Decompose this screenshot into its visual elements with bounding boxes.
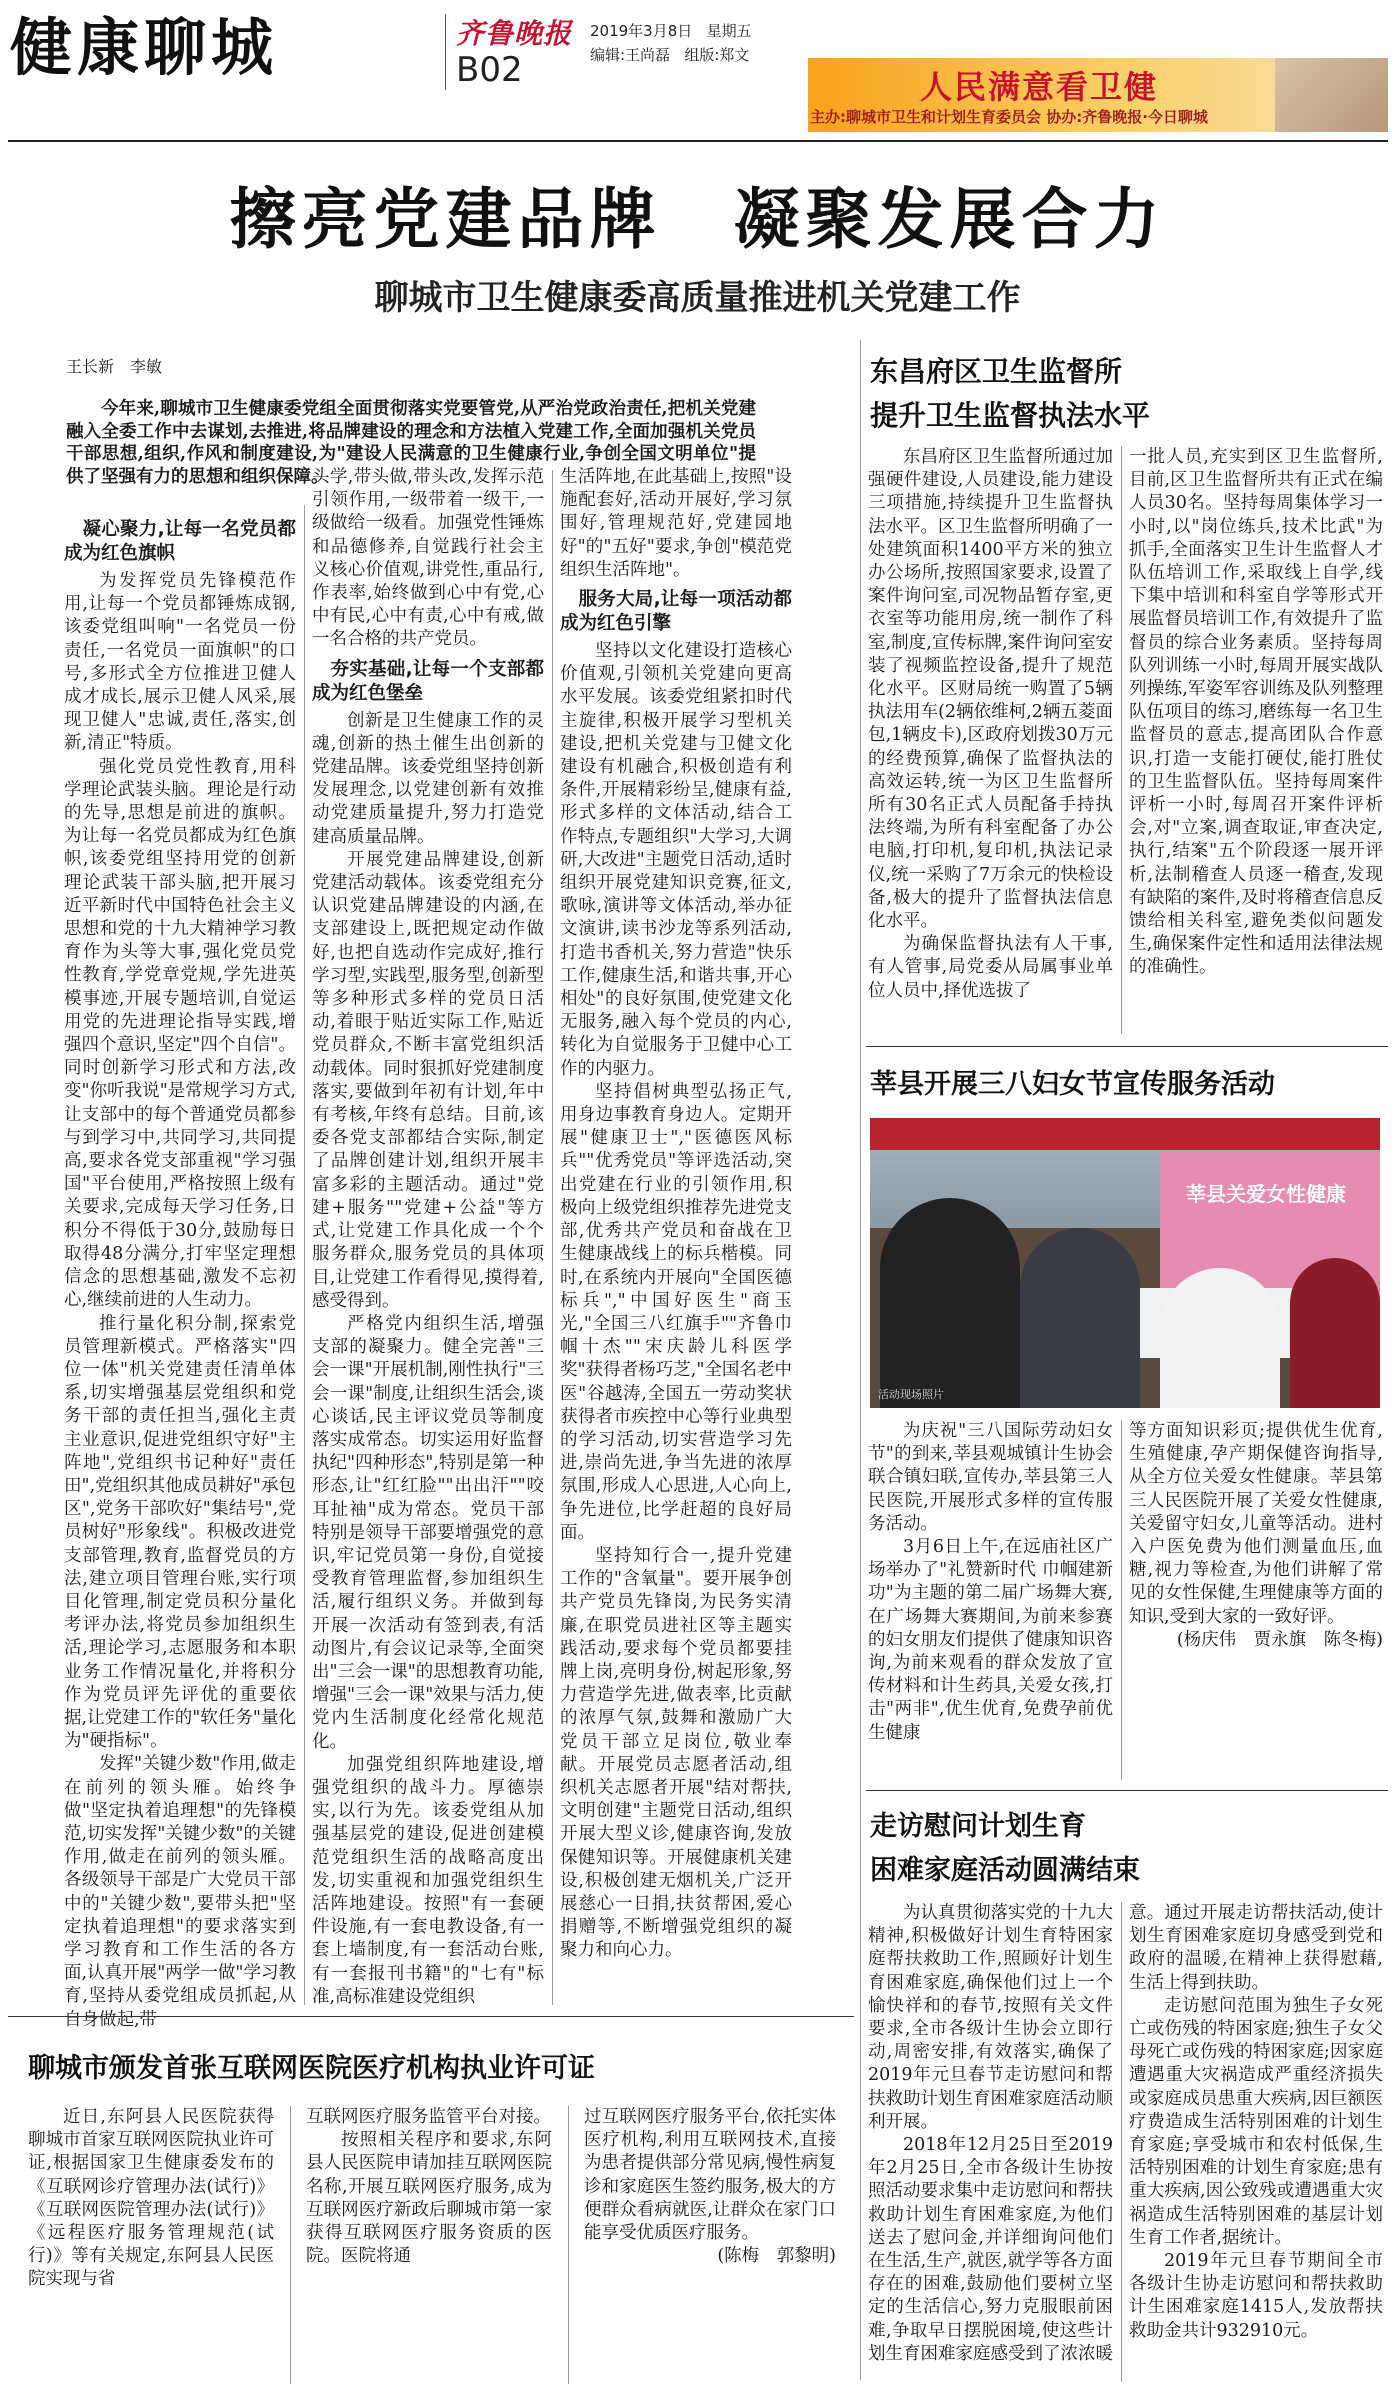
article3-paragraph: 为庆祝"三八国际劳动妇女节"的到来,莘县观城镇计生协会联合镇妇联,宣传办,莘县第三人民医院,开展形式多样的宣传服务活动。 [868, 1421, 1113, 1534]
subhead: 夯实基础,让每一个支部都成为红色堡垒 [312, 658, 544, 704]
main-paragraph: 为发挥党员先锋模范作用,让每一个党员都锤炼成钢,该委党组叫响"一名党员一份责任,一名党员一面旗帜"的口号,多形式全方位推进卫健人成才成长,展示卫健人风采,展现卫健人"忠诚,责任,落实,创新,清正"特质。 [64, 571, 296, 754]
main-subheadline: 聊城市卫生健康委高质量推进机关党建工作 [374, 278, 1021, 318]
main-paragraph: 头学,带头做,带头改,发挥示范引领作用,一级带着一级干,一级做给一级看。加强党性锤炼和品德修养,自觉践行社会主义核心价值观,讲党性,重品行,作表率,始终做到心中有党,心中有民,心中有责,心中有戒,做一名合格的共产党员。 [312, 467, 544, 650]
article5-credit: (陈梅 郭黎明) [717, 2246, 836, 2267]
section-rule [8, 2016, 854, 2017]
section-rule [866, 1046, 1388, 1047]
banner-photo [1275, 58, 1388, 132]
editor-info [590, 44, 749, 65]
article4-paragraph: 2019年元旦春节期间全市各级计生协走访慰问和帮扶救助计生困难家庭1415人,发放帮扶救助金共计932910元。 [1129, 2251, 1383, 2341]
article4-title-line1: 走访慰问计划生育 [870, 1811, 1086, 1842]
article5-column-1 [28, 2106, 274, 2384]
header-rule [8, 140, 1388, 142]
column-divider [304, 505, 305, 2005]
main-column-1 [64, 512, 296, 2030]
article4-paragraph: 走访慰问范围为独生子女死亡或伤残的特困家庭;独生子女父母死亡或伤残的特困家庭;因家庭遭遇重大灾祸造成严重经济损失或家庭成员患重大疾病,因巨额医疗费造成生活特别困难的计划生育家庭;享受城市和农村低保,生活特别困难的计划生育家庭;患有重大疾病,因公致残或遭遇重大灾祸造成生活特别困难的基层计划生育工作者,据统计。 [1129, 1995, 1383, 2248]
banner-title: 人民满意看卫健 [920, 68, 1159, 106]
article5-title: 聊城市颁发首张互联网医院医疗机构执业许可证 [28, 2053, 595, 2084]
main-paragraph: 发挥"关键少数"作用,做走在前列的领头雁。始终争做"坚定执着追理想"的先锋模范,切实发挥"关键少数"的关键作用,做走在前列的领头雁。各级领导干部是广大党员干部中的"关键少数",要带头把"坚定执着追理想"的要求落实到学习教育和工作生活的各方面,认真开展"两学一做"学习教育,坚持从委党组成员抓起,从自身做起,带 [64, 1754, 296, 2030]
article2-title-line2: 提升卫生监督执法水平 [870, 399, 1151, 432]
date: 2019年3月8日 [590, 22, 693, 40]
main-headline: 擦亮党建品牌 凝聚发展合力 [229, 181, 1166, 258]
article5-column-2 [306, 2106, 552, 2384]
photo-label: 活动现场照片 [878, 1388, 944, 1401]
photo-banner-text: 莘县关爱女性健康 [1186, 1182, 1346, 1206]
article2-paragraph: 为确保监督执法有人干事,有人管事,局党委从局属事业单位人员中,择优选拔了 [868, 934, 1113, 1001]
header-divider [445, 14, 446, 90]
main-column-3 [560, 466, 792, 2004]
main-paragraph: 坚持倡树典型弘扬正气,用身边事教育身边人。定期开展"健康卫士","医德医风标兵""优秀党员"等评选活动,突出党建在行业的引领作用,积极向上级党组织推荐先进党支部,优秀共产党员和奋战在卫生健康战线上的标兵楷模。同时,在系统内开展向"全国医德标兵","中国好医生"商玉光,"全国三八红旗手""齐鲁巾帼十杰""宋庆龄儿科医学奖"获得者杨巧芝,"全国名老中医"谷越涛,全国五一劳动奖状获得者市疾控中心等行业典型的学习活动,切实营造学习先进,崇尚先进,争当先进的浓厚氛围,形成人心思进,人心向上,争先进位,比学赶超的良好局面。 [560, 1081, 792, 1543]
article2-paragraph: 一批人员,充实到区卫生监督所,目前,区卫生监督所共有正式在编人员30名。坚持每周集体学习一小时,以"岗位练兵,技术比武"为抓手,全面落实卫生计生监督人才队伍培训工作,采取线上自学,线下集中培训和科室自学等形式开展监督员培训工作,有效提升了监督员的综合业务素质。坚持每周队列训练一小时,每周开展实战队列操练,军姿军容训练及队列整理队伍项目的练习,磨练每一名卫生监督员的意志,提高团队合作意识,打造一支能打硬仗,能打胜仗的卫生监督队伍。坚持每周案件评析一小时,每周召开案件评析会,对"立案,调查取证,审查决定,执行,结案"五个阶段逐一展开评析,法制稽查人员逐一稽查,发现有缺陷的案件,及时将稽查信息反馈给相关科室,避免类似问题发生,确保案件定性和适用法律法规的准确性。 [1129, 447, 1383, 978]
article3-photo [870, 1118, 1380, 1408]
main-authors: 王长新 李敏 [66, 357, 163, 376]
main-paragraph: 加强党组织阵地建设,增强党组织的战斗力。厚德崇实,以行为先。该委党组从加强基层党的建设,促进创建模范党组织生活的战略高度出发,切实重视和加强党组织生活阵地建设。按照"有一套硬件设施,有一套电教设备,有一套上墙制度,有一套活动台账,有一套报刊书籍"的"七有"标准,高标准建设党组织 [312, 1754, 544, 2007]
column-divider [552, 470, 553, 2005]
lead-paragraph: 今年来,聊城市卫生健康委党组全面贯彻落实党要管党,从严治党政治责任,把机关党建融入全委工作中去谋划,去推进,将品牌建设的理念和方法植入党建工作,全面加强机关党员干部思想,组织,作风和制度建设,为"建设人民满意的卫生健康行业,争创全国文明单位"提供了坚强有力的思想和组织保障。 [66, 399, 756, 487]
photo-person [880, 1198, 1020, 1408]
article5-paragraph: 互联网医疗服务监管平台对接。 [306, 2107, 551, 2127]
photo-person [1290, 1258, 1380, 1408]
banner-subtitle: 主办:聊城市卫生和计划生育委员会 协办:齐鲁晚报·今日聊城 [810, 108, 1208, 126]
column-divider [1121, 1902, 1122, 2382]
main-column-2 [312, 466, 544, 2007]
article5-paragraph: 按照相关程序和要求,东阿县人民医院申请加挂互联网医院名称,开展互联网医疗服务,成为互联网医疗新政后聊城市第一家获得互联网医疗服务资质的医院。医院将通 [306, 2130, 552, 2267]
article4-title-line2: 困难家庭活动圆满结束 [870, 1855, 1140, 1886]
weekday: 星期五 [706, 22, 752, 40]
section-title: 健康聊城 [10, 11, 279, 84]
column-divider [1121, 446, 1122, 1034]
article3-paragraph: 等方面知识彩页;提供优生优育,生殖健康,孕产期保健咨询指导,从全方位关爱女性健康。莘县第三人民医院开展了关爱女性健康,关爱留守妇女,儿童等活动。进村入户医免费为他们测量血压,血糖,视力等检查,为他们讲解了常见的女性保健,生理健康等方面的知识,受到大家的一致好评。 [1129, 1421, 1383, 1627]
article5-column-3 [584, 2106, 836, 2384]
article3-paragraph: 3月6日上午,在远庙社区广场举办了"礼赞新时代 巾帼建新功"为主题的第二届广场舞大赛,在广场舞大赛期间,为前来参赛的妇女朋友们提供了健康知识咨询,为前来观看的群众发放了宣传材料和计生药具,关爱女孩,打击"两非",优生优育,免费孕前优生健康 [868, 1537, 1113, 1743]
brand-logo: 齐鲁晚报 [456, 17, 573, 50]
article3-column-2 [1129, 1420, 1383, 1780]
article4-paragraph: 2018年12月25日至2019年2月25日,全市各级计生协按照活动要求集中走访慰问和帮扶救助计划生育困难家庭,为他们送去了慰问金,并详细询问他们在生活,生产,就医,就学等各方面存在的困难,鼓励他们要树立坚定的生活信心,努力克服眼前困难,争取早日摆脱困境,使这些计划生育困难家庭感受到了浓浓暖 [868, 2135, 1113, 2364]
article3-title: 莘县开展三八妇女节宣传服务活动 [870, 1069, 1275, 1100]
article4-paragraph: 意。通过开展走访帮扶活动,使计划生育困难家庭切身感受到党和政府的温暖,在精神上获得慰藉,生活上得到扶助。 [1129, 1903, 1383, 1993]
main-paragraph: 严格党内组织生活,增强支部的凝聚力。健全完善"三会一课"开展机制,刚性执行"三会一课"制度,让组织生活会,谈心谈话,民主评议党员等制度落实成常态。切实运用好监督执纪"四种形态",特别是第一种形态,让"红红脸""出出汗""咬耳扯袖"成为常态。党员干部特别是领导干部要增强党的意识,牢记党员第一身份,自觉接受教育管理监督,参加组织生活,履行组织义务。并做到每开展一次活动有签到表,有活动图片,有会议记录等,全面突出"三会一课"的思想教育功能,增强"三会一课"效果与活力,使党内生活制度化经常化规范化。 [312, 1313, 544, 1752]
article4-paragraph: 为认真贯彻落实党的十九大精神,积极做好计划生育特困家庭帮扶救助工作,照顾好计划生育困难家庭,确保他们过上一个愉快祥和的春节,按照有关文件要求,全市各级计生协会立即行动,周密安排,有效落实,确保了2019年元旦春节走访慰问和帮扶救助计划生育困难家庭活动顺利开展。 [868, 1903, 1113, 2132]
column-divider [1121, 1420, 1122, 1780]
column-divider [568, 2106, 569, 2384]
main-paragraph: 创新是卫生健康工作的灵魂,创新的热土催生出创新的党建品牌。该委党组坚持创新发展理念,以党建创新有效推动党建质量提升,努力打造党建高质量品牌。 [312, 710, 544, 847]
photo-banner [870, 1118, 1380, 1150]
photo-person [1160, 1268, 1280, 1408]
subhead: 服务大局,让每一项活动都成为红色引擎 [560, 589, 792, 635]
column-divider [290, 2106, 291, 2384]
article5-paragraph: 过互联网医疗服务平台,依托实体医疗机构,利用互联网技术,直接为患者提供部分常见病,慢性病复诊和家庭医生签约服务,极大的方便群众看病就医,让群众在家门口能享受优质医疗服务。 [584, 2107, 836, 2244]
article5-paragraph: 近日,东阿县人民医院获得聊城市首家互联网医院执业许可证,根据国家卫生健康委发布的《互联网诊疗管理办法(试行)》《互联网医院管理办法(试行)》《远程医疗服务管理规范(试行)》等有关规定,东阿县人民医院实现与省 [28, 2107, 274, 2290]
article3-credit: (杨庆伟 贾永旗 陈冬梅) [1176, 1629, 1383, 1650]
article3-column-1 [868, 1420, 1113, 1780]
photo-person [1020, 1228, 1140, 1408]
article2-paragraph: 东昌府区卫生监督所通过加强硬件建设,人员建设,能力建设三项措施,持续提升卫生监督执法水平。区卫生监督所明确了一处建筑面积1400平方米的独立办公场所,按照国家要求,设置了案件询问室,司况物品暂存室,更衣室等功能用房,统一制作了科室,制度,宣传标牌,案件询问室安装了视频监控设备,提升了规范化水平。区财局统一购置了5辆执法用车(2辆依维柯,2辆五菱面包,1辆皮卡),区政府划拨30万元的经费预算,确保了监督执法的高效运转,统一为区卫生监督所所有30名正式人员配备手持执法终端,为所有科室配备了办公电脑,打印机,复印机,执法记录仪,统一采购了7万余元的快检设备,极大的提升了监督执法信息化水平。 [868, 447, 1113, 932]
main-paragraph: 强化党员党性教育,用科学理论武装头脑。理论是行动的先导,思想是前进的旗帜。为让每一名党员都成为红色旗帜,该委党组坚持用党的创新理论武装干部头脑,把开展习近平新时代中国特色社会主义思想和党的十九大精神学习教育作为头等大事,强化党员党性教育,学党章党规,学先进英模事迹,开展专题培训,自觉运用党的先进理论指导实践,增强四个意识,坚定"四个自信"。同时创新学习形式和方法,改变"你听我说"是常规学习方式,让支部中的每个普通党员都参与到学习中,共同学习,共同提高,要求各党支部重视"学习强国"平台使用,严格按照上级有关要求,完成每天学习任务,日积分不得低于30分,鼓励每日取得48分满分,打牢坚定理想信念的思想基础,激发不忘初心,继续前进的人生动力。 [64, 756, 296, 1311]
main-paragraph: 推行量化积分制,探索党员管理新模式。严格落实"四位一体"机关党建责任清单体系,切实增强基层党组织和党务干部的责任担当,强化主责主业意识,促进党组织守好"主阵地",党组织书记种好"责任田",党组织其他成员耕好"承包区",党务干部吹好"集结号",党员树好"形象线"。积极改进党支部管理,教育,监督党员的方法,建立项目管理台账,实行项目化管理,制定党员积分量化考评办法,将党员参加组织生活,理论学习,志愿服务和本职业务工作情况量化,并将积分作为党员评先评优的重要依据,让党建工作的"软任务"量化为"硬指标"。 [64, 1313, 296, 1752]
article2-title-line1: 东昌府区卫生监督所 [870, 355, 1123, 388]
main-paragraph: 坚持知行合一,提升党建工作的"含氧量"。要开展争创共产党员先锋岗,为民务实清廉,在职党员进社区等主题实践活动,要求每个党员都要挂牌上岗,亮明身份,树起形象,努力营造学先进,做表率,比贡献的浓厚气氛,鼓舞和激励广大党员干部立足岗位,敬业奉献。开展党员志愿者活动,组织机关志愿者开展"结对帮扶,文明创建"主题党日活动,组织开展大型义诊,健康咨询,发放保健知识等。开展健康机关建设,积极创建无烟机关,广泛开展慈心一日捐,扶贫帮困,爱心捐赠等,不断增强党组织的凝聚力和向心力。 [560, 1545, 792, 1961]
article2-column-1 [868, 446, 1113, 1034]
section-rule [866, 1790, 1388, 1791]
editor: 编辑:王尚磊 [590, 46, 671, 64]
main-paragraph: 生活阵地,在此基础上,按照"设施配套好,活动开展好,学习氛围好,管理规范好,党建园地好"的"五好"要求,争创"模范党组织生活阵地"。 [560, 467, 792, 580]
subhead: 凝心聚力,让每一名党员都成为红色旗帜 [64, 519, 296, 564]
article4-column-2 [1129, 1902, 1383, 2382]
article4-column-1 [868, 1902, 1113, 2382]
page-number: B02 [456, 50, 523, 90]
right-divider [860, 340, 861, 2380]
main-paragraph: 坚持以文化建设打造核心价值观,引领机关党建向更高水平发展。该委党组紧扣时代主旋律,积极开展学习型机关建设,把机关党建与卫健文化建设有机融合,积极创造有利条件,开展精彩纷呈,健康有益,形式多样的文体活动,结合工作特点,专题组织"大学习,大调研,大改进"主题党日活动,适时组织开展党建知识竞赛,征文,歌咏,演讲等文体活动,举办征文演讲,读书沙龙等系列活动,打造书香机关,努力营造"快乐工作,健康生活,和谐共事,开心相处"的良好氛围,使党建文化无服务,融入每个党员的内心,转化为自觉服务于卫健中心工作的内驱力。 [560, 641, 792, 1079]
designer: 组版:郑文 [684, 46, 750, 64]
article2-column-2 [1129, 446, 1383, 1034]
main-paragraph: 开展党建品牌建设,创新党建活动载体。该委党组充分认识党建品牌建设的内涵,在支部建设上,既把规定动作做好,也把自选动作完成好,推行学习型,实践型,服务型,创新型等多种形式多样的党员日活动,着眼于贴近实际工作,贴近党员群众,不断丰富党组织活动载体。同时狠抓好党建制度落实,要做到年初有计划,年中有考核,年终有总结。目前,该委各党支部都结合实际,制定了品牌创建计划,组织开展丰富多彩的主题活动。通过"党建+服务""党建+公益"等方式,让党建工作具化成一个个服务群众,服务党员的具体项目,让党建工作看得见,摸得着,感受得到。 [312, 849, 544, 1311]
issue-date [590, 20, 752, 41]
